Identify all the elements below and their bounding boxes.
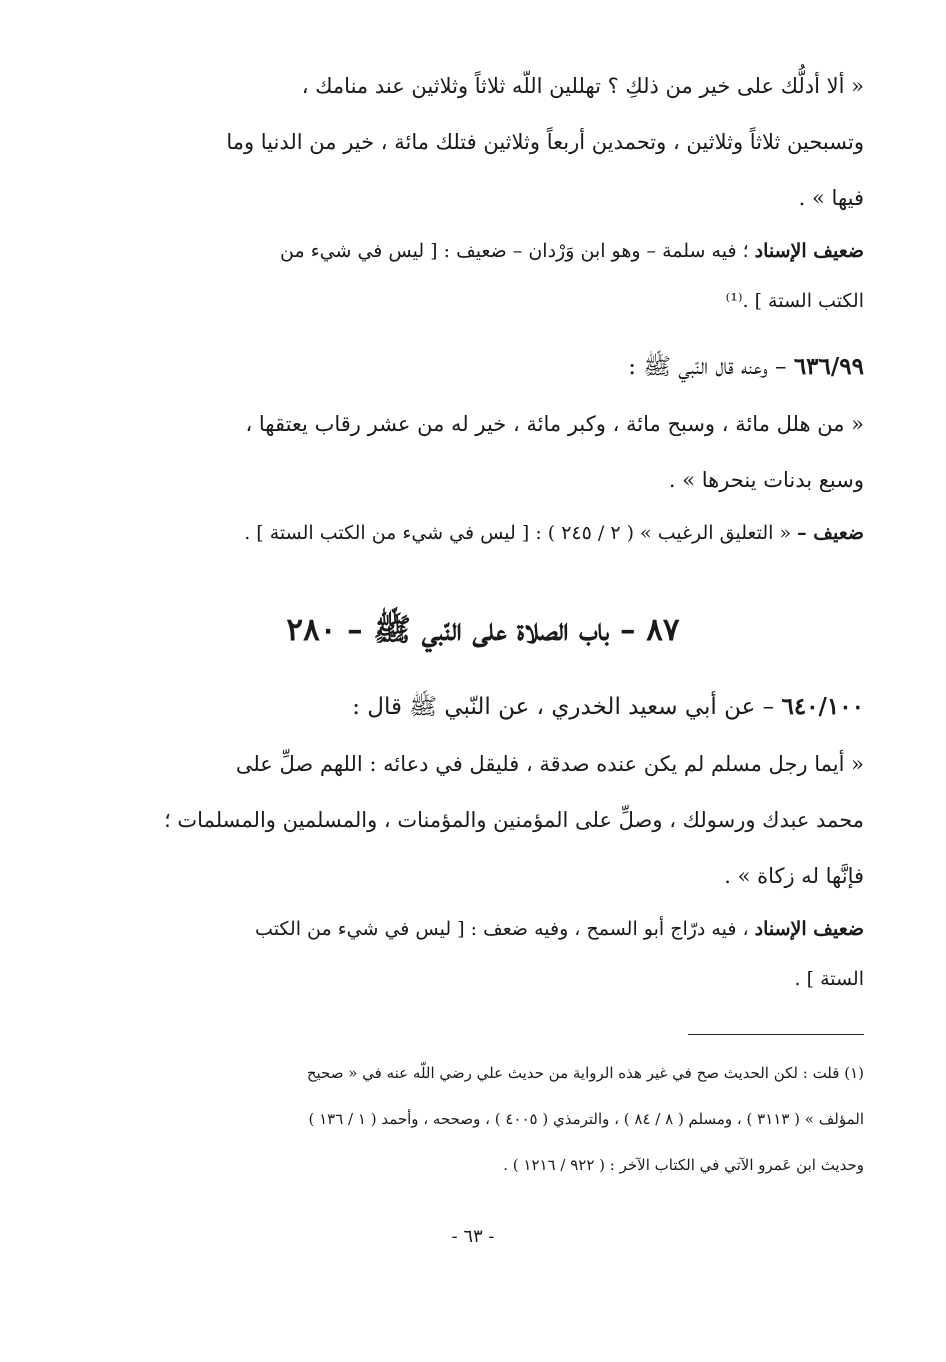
hadith-text-line: « أيما رجل مسلم لم يكن عنده صدقة ، فليقل في دعائه : اللهم صلِّ على <box>235 752 864 776</box>
grading-label: ضعيف الإسناد <box>754 240 864 262</box>
page-body <box>102 58 864 1004</box>
footnote-line: (١) قلت : لكن الحديث صح في غير هذه الرواية من حديث علي رضي اللّه عنه في « صحيح <box>306 1064 864 1082</box>
hadith-heading <box>102 338 864 396</box>
hadith-98-continuation <box>102 58 864 326</box>
page-number: - ٦٣ - <box>451 1226 495 1247</box>
grading-note-cont: الستة ] . <box>794 968 864 990</box>
footnote-line: المؤلف » ( ٣١١٣ ) ، ومسلم ( ٨ / ٨٤ ) ، والترمذي ( ٤٠٠٥ ) ، وصححه ، وأحمد ( ١ / ١٣٦ ) <box>308 1110 864 1128</box>
hadith-99 <box>102 338 864 558</box>
hadith-text-line: فيها » . <box>798 186 864 210</box>
hadith-text-line: وتسبحين ثلاثاً وثلاثين ، وتحمدين أربعاً وثلاثين فتلك مائة ، خير من الدنيا وما <box>226 130 864 154</box>
hadith-number: ٦٤٠/١٠٠ <box>781 693 864 720</box>
hadith-heading <box>102 678 864 736</box>
hadith-text-line: « من هلل مائة ، وسبح مائة ، وكبر مائة ، خير له من عشر رقاب يعتقها ، <box>245 412 864 436</box>
footnote-separator <box>688 1034 864 1035</box>
grading-text: ؛ فيه سلمة – وهو ابن وَرْدان – ضعيف : [ ليس في شيء من <box>280 240 749 262</box>
hadith-text-line: فإنَّها له زكاة » . <box>724 864 864 888</box>
footnote <box>102 1050 864 1188</box>
grading-text: ، فيه درّاج أبو السمح ، وفيه ضعف : [ ليس في شيء من الكتب <box>255 918 749 940</box>
hadith-text-line: محمد عبدك ورسولك ، وصلِّ على المؤمنين والمؤمنات ، والمسلمين والمسلمات ؛ <box>164 808 864 832</box>
grading-text: « التعليق الرغيب » ( ٢ / ٢٤٥ ) : [ ليس في شيء من الكتب الستة ] . <box>244 522 792 544</box>
grading-label: ضعيف – <box>797 522 864 544</box>
grading-note-cont: الكتب الستة ] .⁽¹⁾ <box>725 290 864 312</box>
grading-label: ضعيف الإسناد <box>754 918 864 940</box>
grading-note <box>102 508 864 558</box>
hadith-text-line: وسبع بدنات ينحرها » . <box>668 468 864 492</box>
grading-note <box>102 904 864 954</box>
chapter-title: ٨٧ – باب الصلاة على النّبي ﷺ – ٢٨٠ <box>286 612 680 648</box>
hadith-100 <box>102 678 864 1004</box>
hadith-intro: – وعنه قال النّبي ﷺ : <box>628 354 787 380</box>
hadith-text-line: « ألا أدلُّك على خير من ذلكِ ؟ تهللين اللّه ثلاثاً وثلاثين عند منامك ، <box>301 74 864 98</box>
grading-note <box>102 226 864 276</box>
hadith-number: ٦٣٦/٩٩ <box>793 353 864 380</box>
hadith-intro: – عن أبي سعيد الخدري ، عن النّبي ﷺ قال : <box>352 694 775 720</box>
footnote-line: وحديث ابن عَمرو الآتي في الكتاب الآخر : ( ٩٢٢ / ١٢١٦ ) . <box>503 1156 864 1174</box>
